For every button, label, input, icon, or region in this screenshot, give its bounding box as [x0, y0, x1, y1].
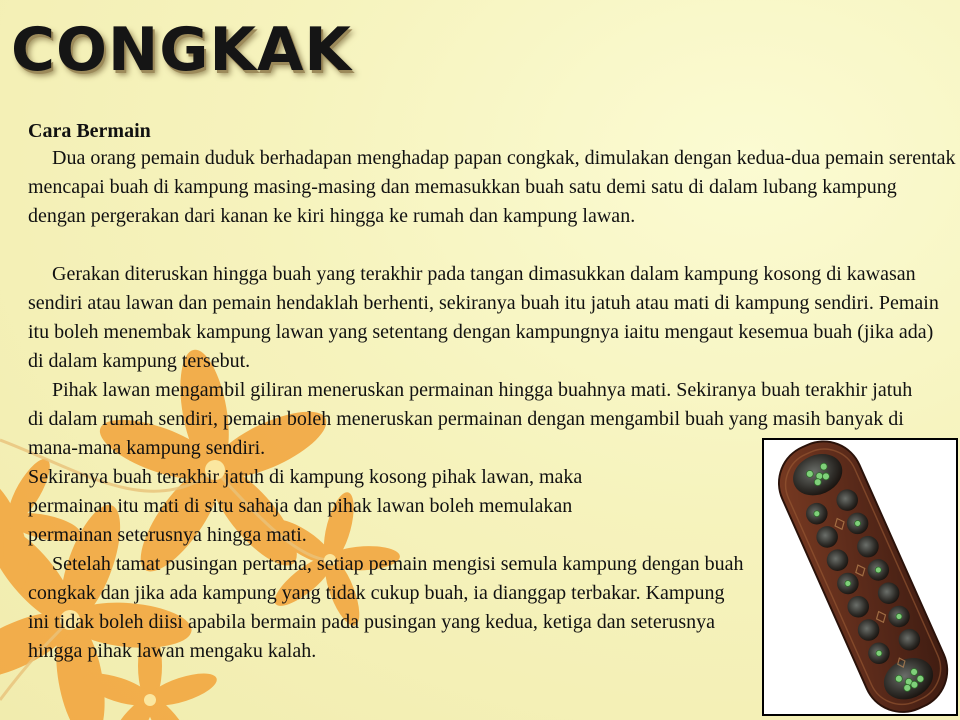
paragraph-3: Pihak lawan mengambil giliran meneruskan permainan hingga buahnya mati. Sekiranya buah terakhir jatuh di dalam rumah sendiri, pemain boleh meneruskan permainan dengan mengambil buah yang masih banyak di mana-mana kampung sendiri.: [28, 379, 913, 459]
paragraph-4: Sekiranya buah terakhir jatuh di kampung kosong pihak lawan, maka permainan itu mati di situ sahaja dan pihak lawan boleh memulakan permainan seterusnya hingga mati.: [28, 466, 583, 546]
slide-title: CONGKAK: [11, 15, 352, 85]
section-heading: Cara Bermain: [28, 120, 151, 142]
paragraph-2: Gerakan diteruskan hingga buah yang terakhir pada tangan dimasukkan dalam kampung kosong di kawasan sendiri atau lawan dan pemain hendaklah berhenti, sekiranya buah itu jatuh atau mati di kampung sendiri. Pemain itu boleh menembak kampung lawan yang setentang dengan kampungnya iaitu mengaut kesemua buah (jika ada) di dalam kampung tersebut.: [28, 263, 939, 372]
paragraph-5: Setelah tamat pusingan pertama, setiap pemain mengisi semula kampung dengan buah congkak dan jika ada kampung yang tidak cukup buah, ia dianggap terbakar. Kampung ini tidak boleh diisi apabila bermain pada pusingan yang kedua, ketiga dan seterusnya hingga pihak lawan mengaku kalah.: [28, 553, 744, 662]
paragraph-1: Dua orang pemain duduk berhadapan menghadap papan congkak, dimulakan dengan kedua-dua pemain serentak mencapai buah di kampung masing-masing dan memasukkan buah satu demi satu di dalam lubang kampung dengan pergerakan dari kanan ke kiri hingga ke rumah dan kampung lawan.: [28, 147, 956, 227]
congkak-board-image: [762, 438, 958, 716]
